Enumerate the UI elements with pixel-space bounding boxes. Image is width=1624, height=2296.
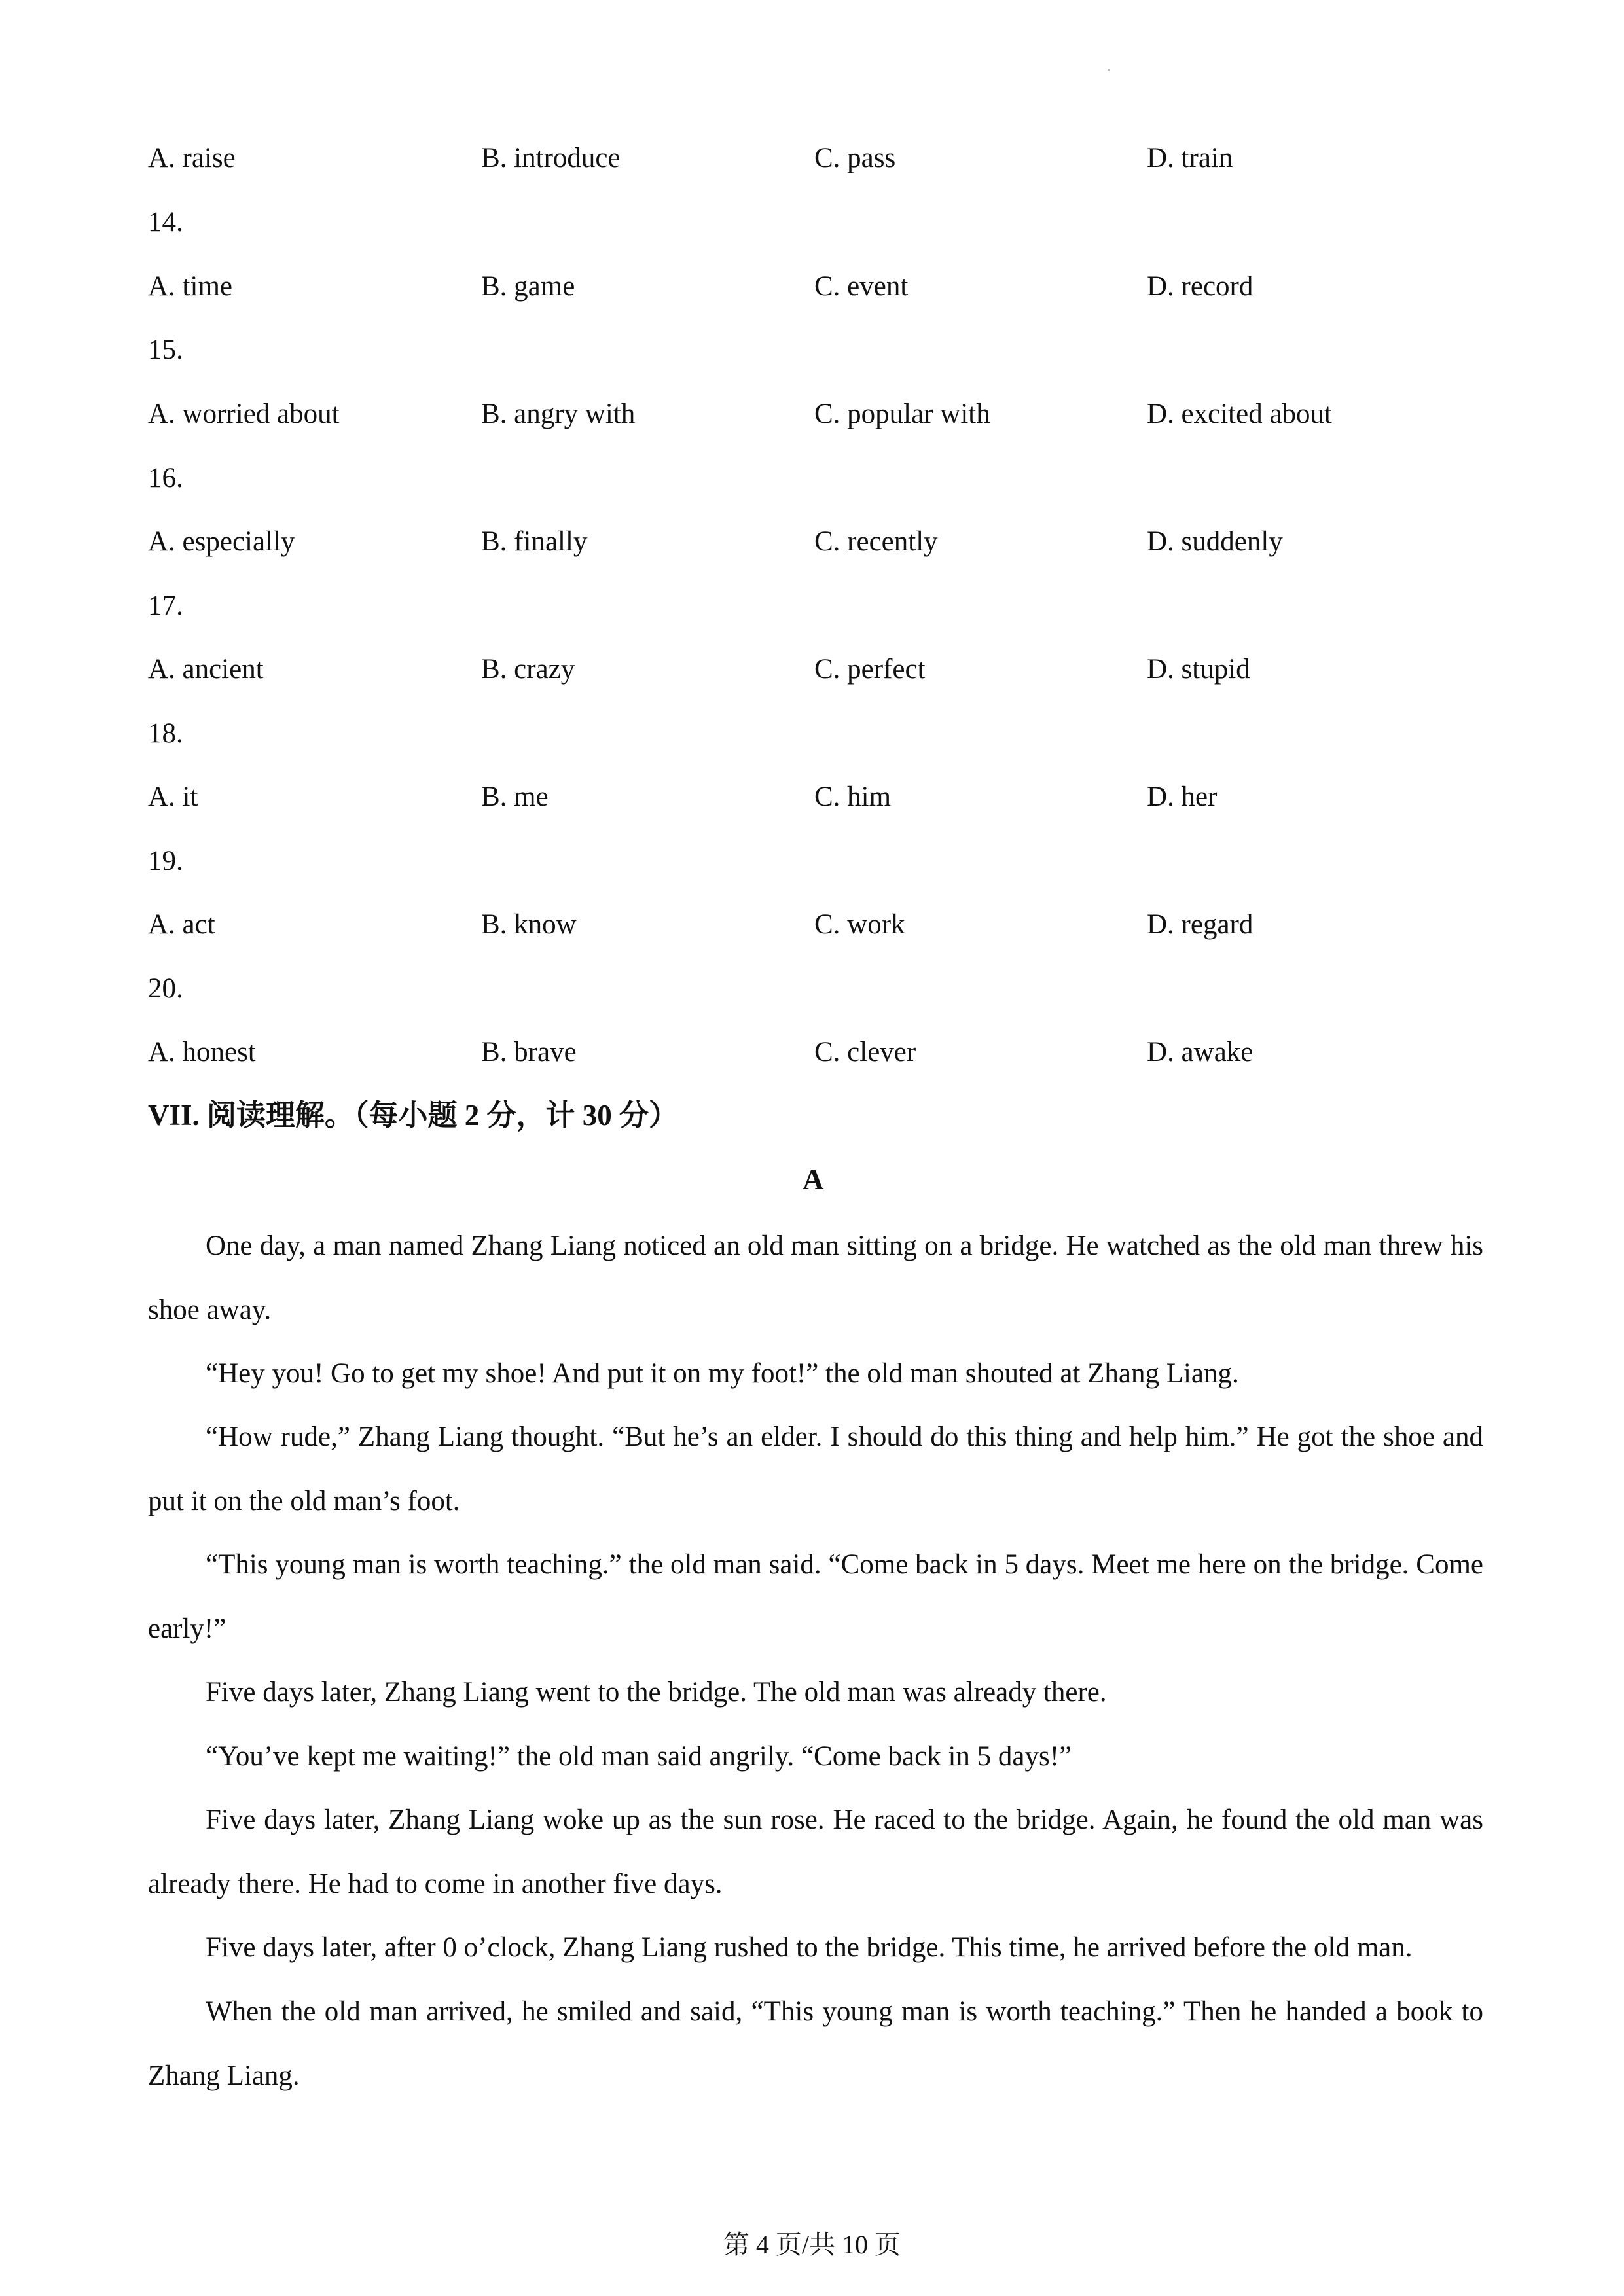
option-20-d[interactable]: D. awake <box>1147 1037 1254 1067</box>
option-16-c[interactable]: C. recently <box>814 526 938 557</box>
question-number-18: 18. <box>148 718 183 749</box>
option-14-c[interactable]: C. event <box>814 271 909 302</box>
question-number-20: 20. <box>148 973 183 1004</box>
option-20-a[interactable]: A. honest <box>148 1037 256 1067</box>
option-19-b[interactable]: B. know <box>481 909 577 940</box>
option-19-c[interactable]: C. work <box>814 909 905 940</box>
option-18-a[interactable]: A. it <box>148 781 198 812</box>
passage-paragraph-6: “You’ve kept me waiting!” the old man said angrily. “Come back in 5 days!” <box>206 1741 1072 1772</box>
passage-paragraph-1: One day, a man named Zhang Liang noticed an old man sitting on a bridge. He watched as the old man threw his shoe away. <box>148 1230 1483 1325</box>
option-15-c[interactable]: C. popular with <box>814 399 990 429</box>
passage-paragraph-2: “Hey you! Go to get my shoe! And put it on my foot!” the old man shouted at Zhang Liang. <box>206 1358 1239 1389</box>
passage-label: A <box>803 1163 824 1196</box>
option-14-a[interactable]: A. time <box>148 271 232 302</box>
question-number-14: 14. <box>148 207 183 238</box>
passage-paragraph-4: “This young man is worth teaching.” the old man said. “Come back in 5 days. Meet me here on the bridge. Come early!” <box>148 1549 1483 1644</box>
option-20-c[interactable]: C. clever <box>814 1037 916 1067</box>
passage-paragraph-3: “How rude,” Zhang Liang thought. “But he’s an elder. I should do this thing and help him.” He got the shoe and put it on the old man’s foot. <box>148 1422 1483 1516</box>
option-17-a[interactable]: A. ancient <box>148 654 264 685</box>
option-18-d[interactable]: D. her <box>1147 781 1218 812</box>
option-13-d[interactable]: D. train <box>1147 143 1233 173</box>
passage-paragraph-9: When the old man arrived, he smiled and said, “This young man is worth teaching.” Then he handed a book to Zhang Liang. <box>148 1996 1483 2091</box>
passage-paragraph-7: Five days later, Zhang Liang woke up as the sun rose. He raced to the bridge. Again, he found the old man was already there. He had to come in another five days. <box>148 1804 1483 1899</box>
scan-speck <box>1108 69 1110 71</box>
passage-paragraph-5: Five days later, Zhang Liang went to the bridge. The old man was already there. <box>206 1677 1107 1708</box>
passage-paragraph-8: Five days later, after 0 o’clock, Zhang Liang rushed to the bridge. This time, he arrived before the old man. <box>206 1932 1413 1963</box>
option-18-c[interactable]: C. him <box>814 781 892 812</box>
question-number-17: 17. <box>148 590 183 621</box>
option-13-b[interactable]: B. introduce <box>481 143 621 173</box>
option-15-d[interactable]: D. excited about <box>1147 399 1332 429</box>
option-19-a[interactable]: A. act <box>148 909 215 940</box>
option-13-a[interactable]: A. raise <box>148 143 236 173</box>
option-13-c[interactable]: C. pass <box>814 143 896 173</box>
option-16-d[interactable]: D. suddenly <box>1147 526 1283 557</box>
option-15-a[interactable]: A. worried about <box>148 399 340 429</box>
question-number-16: 16. <box>148 463 183 493</box>
option-17-b[interactable]: B. crazy <box>481 654 575 685</box>
option-14-d[interactable]: D. record <box>1147 271 1254 302</box>
option-17-d[interactable]: D. stupid <box>1147 654 1250 685</box>
question-number-15: 15. <box>148 334 183 365</box>
question-number-19: 19. <box>148 846 183 876</box>
option-18-b[interactable]: B. me <box>481 781 549 812</box>
option-19-d[interactable]: D. regard <box>1147 909 1254 940</box>
option-16-a[interactable]: A. especially <box>148 526 295 557</box>
page-footer: 第 4 页/共 10 页 <box>723 2230 901 2259</box>
option-20-b[interactable]: B. brave <box>481 1037 577 1067</box>
option-16-b[interactable]: B. finally <box>481 526 588 557</box>
option-14-b[interactable]: B. game <box>481 271 575 302</box>
option-17-c[interactable]: C. perfect <box>814 654 926 685</box>
section-heading: VII. 阅读理解。（每小题 2 分，计 30 分） <box>148 1099 679 1132</box>
option-15-b[interactable]: B. angry with <box>481 399 636 429</box>
